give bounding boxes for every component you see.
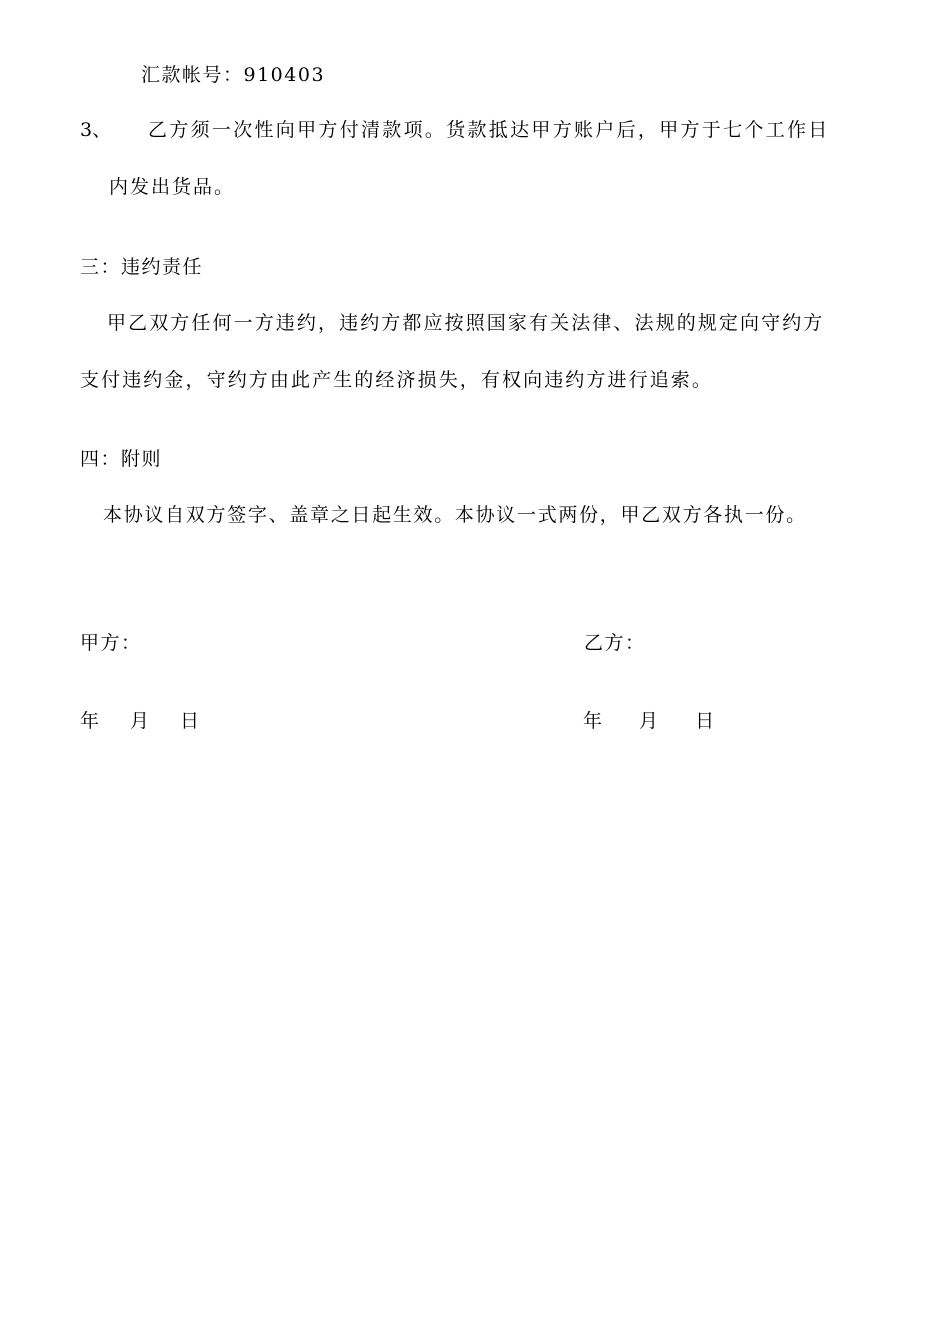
item-3-line-1: 乙方须一次性向甲方付清款项。货款抵达甲方账户后，甲方于七个工作日	[148, 119, 830, 141]
section-4-heading: 四：附则	[80, 448, 163, 470]
section-3-line-2: 支付违约金，守约方由此产生的经济损失，有权向违约方进行追索。	[80, 369, 714, 391]
section-4-line-1: 本协议自双方签字、盖章之日起生效。本协议一式两份，甲乙双方各执一份。	[103, 504, 807, 526]
section-3-heading: 三：违约责任	[80, 256, 204, 278]
party-b-signature-label: 乙方：	[584, 632, 646, 654]
party-b-date-line: 年 月 日	[583, 710, 719, 732]
item-3-number: 3、	[80, 119, 112, 141]
party-a-signature-label: 甲方：	[80, 632, 142, 654]
account-number-line: 汇款帐号：910403	[141, 64, 326, 86]
section-3-line-1: 甲乙双方任何一方违约，违约方都应按照国家有关法律、法规的规定向守约方	[107, 312, 825, 334]
party-a-date-line: 年 月 日	[80, 710, 206, 732]
item-3-line-2: 内发出货品。	[109, 176, 236, 198]
